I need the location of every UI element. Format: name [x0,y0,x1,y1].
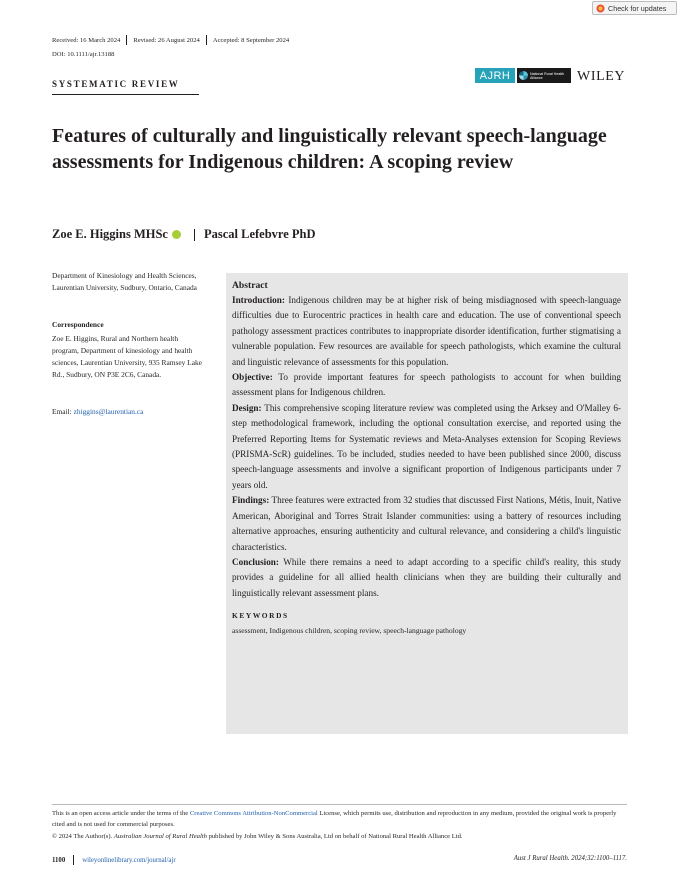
check-for-updates-button[interactable] [592,1,677,15]
correspondence-heading: Correspondence [52,320,104,329]
correspondence-email-line [52,407,143,416]
introduction-label: Introduction: [232,295,285,305]
page-footer [52,855,176,865]
design-label: Design: [232,402,262,413]
author-higgins[interactable]: Zoe E. Higgins MHSc [52,227,168,241]
license-statement [52,808,627,830]
objective-text: To provide important features for speech pathologists to account for when building assessment plans for Indigenous children. [232,372,621,398]
divider [73,855,74,865]
journal-citation: Aust J Rural Health. 2024;32:1100–1117. [513,855,627,862]
keywords-list: assessment, Indigenous children, scoping review, speech-language pathology [232,626,467,636]
copyright-pre: © 2024 The Author(s). [52,833,113,840]
article-title: Features of culturally and linguistically relevant speech-language assessments for Indigenous children: A scoping review [52,125,607,173]
keywords-heading: KEYWORDS [232,611,289,621]
ajrh-logo[interactable] [475,68,515,83]
received-date: Received: 16 March 2024 [52,36,121,44]
page-number: 1100 [52,856,66,864]
abstract-findings [232,493,621,555]
update-icon [596,4,605,13]
author-list [52,227,316,242]
abstract-introduction [232,293,621,370]
copyright-journal: Australian Journal of Rural Health [113,833,207,840]
accepted-date: Accepted: 8 September 2024 [212,36,290,44]
license-text-pre: This is an open access article under the terms of the [52,810,189,817]
nrha-logo[interactable] [517,68,571,83]
orcid-icon[interactable] [172,230,181,239]
doi: DOI: 10.1111/ajr.13188 [52,51,115,58]
section-label: SYSTEMATIC REVIEW [52,79,180,89]
abstract-objective [232,370,621,401]
email-link[interactable]: zhiggins@laurentian.ca [73,407,144,416]
cc-license-link[interactable]: Creative Commons Attribution-NonCommercial [189,810,318,817]
revised-date: Revised: 26 August 2024 [133,36,200,44]
design-text: This comprehensive scoping literature review was completed using the Arksey and O'Malley 6-step methodological framework, including the optional consultation exercise, and reported using the Preferred Reporting Items for Systematic reviews and Meta-Analyses extension for Scoping Reviews (PRISMA-ScR) guidelines. To be included, studies needed to have been published since 2000, discuss speech-language assessments and involve a significant proportion of Indigenous participants under 7 years old. [232,402,621,490]
copyright-post: published by John Wiley & Sons Australia, Ltd on behalf of National Rural Health Alliance Ltd. [208,833,463,840]
conclusion-label: Conclusion: [232,556,279,567]
findings-label: Findings: [232,495,270,506]
nrha-logo-text: National Rural Health Alliance [530,71,565,80]
author-lefebvre[interactable]: Pascal Lefebvre PhD [203,227,316,241]
correspondence-address: Zoe E. Higgins, Rural and Northern health program, Department of kinesiology and health sciences, Laurentian University, 935 Ramsey Lake Rd., Sudbury, ON P3E 2C6, Canada. [52,334,202,379]
ajrh-logo-text: AJRH [479,69,511,82]
conclusion-text: While there remains a need to adapt according to a specific child's reality, this study provides a guideline for all allied health clinicians when they are building their culturally and linguistically relevant assessment plans. [232,556,621,598]
check-for-updates-label: Check for updates [608,3,667,13]
divider [194,229,195,241]
findings-text: Three features were extracted from 32 studies that discussed First Nations, Métis, Inuit, Native American, Aboriginal and Torres Strait Islander communities: using a battery of resources including alternative approaches, ensuring authenticity and cultural relevance, and considering a child's linguistic characteristics. [232,495,621,552]
nrha-logo-icon [519,71,528,80]
abstract-heading: Abstract [232,280,268,291]
divider [126,35,127,45]
affiliation: Department of Kinesiology and Health Sciences, Laurentian University, Sudbury, Ontario, Canada [52,271,197,292]
divider [206,35,207,45]
license-text-post: License, which permits use, distribution and reproduction in any medium, provided the original work is properly cited and is not used for commercial purposes. [52,810,617,828]
article-dates [52,35,289,45]
abstract-conclusion [232,555,621,601]
objective-label: Objective: [232,372,273,383]
copyright-statement [52,831,627,842]
introduction-text: Indigenous children may be at higher risk of being misdiagnosed with speech-language difficulties due to Eurocentric practices in health care and education. The use of conventional speech pathology assessment practices contributes to inappropriate disorder identification, further stigmatising a vulnerable population. Few resources are available for speech pathologists, which examine the cultural and linguistic relevance of assessments for this population. [232,295,621,367]
wiley-logo[interactable]: WILEY [577,69,626,84]
section-underline [52,94,199,95]
journal-url-link[interactable]: wileyonlinelibrary.com/journal/ajr [82,856,176,864]
footer-divider [52,804,627,805]
abstract-box [226,273,628,734]
email-label: Email: [52,407,72,416]
abstract-design [232,401,621,493]
